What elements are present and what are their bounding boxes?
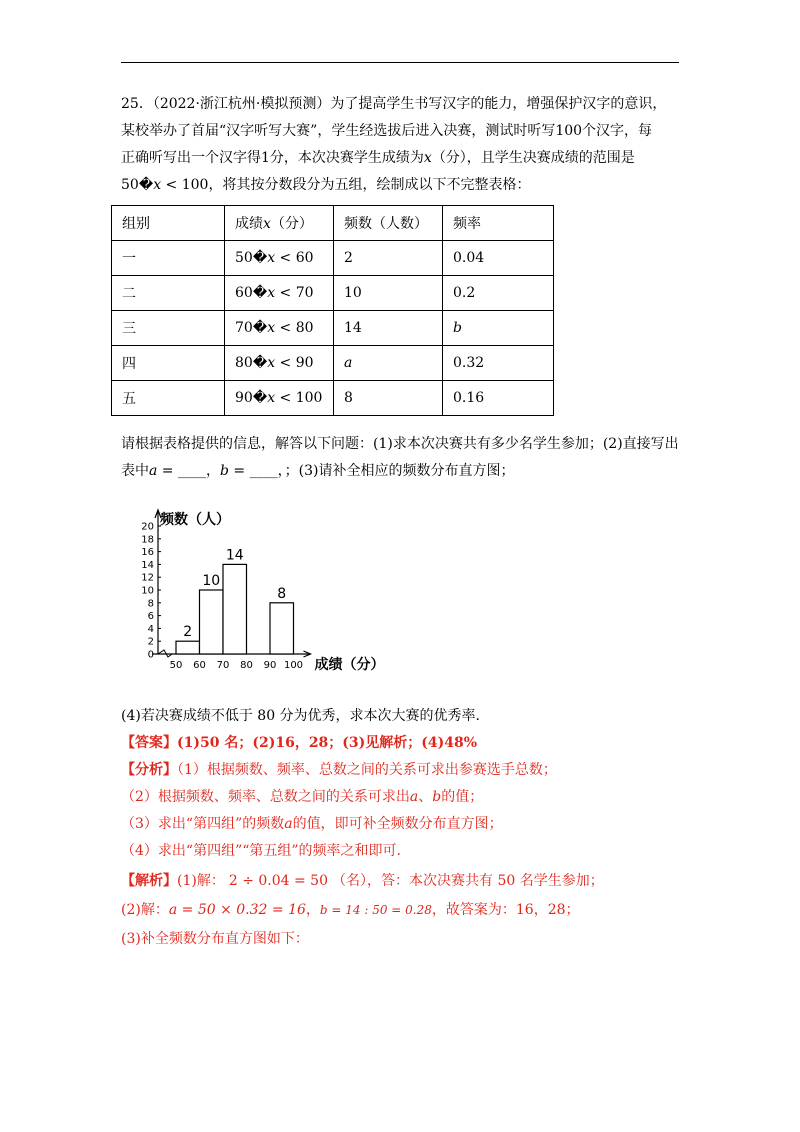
header-count: 频数（人数） bbox=[334, 206, 443, 241]
question-line-1: 25．（2022·浙江杭州·模拟预测）为了提高学生书写汉字的能力，增强保护汉字的意识， bbox=[121, 96, 667, 112]
y-tick-label: 4 bbox=[147, 623, 154, 635]
table-header-row bbox=[112, 206, 554, 241]
bar-data-label: 14 bbox=[225, 547, 244, 564]
frequency-table bbox=[111, 205, 554, 416]
histogram-bar bbox=[270, 603, 294, 654]
x-tick-label: 80 bbox=[240, 660, 253, 671]
y-tick-label: 10 bbox=[141, 585, 154, 597]
analysis-line-1: 【分析】（1）根据频数、频率、总数之间的关系可求出参赛选手总数； bbox=[121, 762, 557, 778]
question-number: 25． bbox=[121, 96, 153, 112]
analysis-line-3: （3）求出“第四组”的频数a的值，即可补全频数分布直方图； bbox=[121, 816, 503, 832]
y-tick-label: 0 bbox=[147, 649, 154, 661]
histogram-bar bbox=[223, 564, 247, 654]
answer-line: 【答案】(1)50 名；(2)16，28；(3)见解析；(4)48% bbox=[121, 735, 478, 751]
bar-data-label: 2 bbox=[183, 624, 193, 641]
histogram-bar bbox=[176, 641, 200, 654]
x-tick-label: 60 bbox=[193, 660, 206, 671]
x-tick-label: 50 bbox=[169, 660, 183, 671]
question-line-3: 正确听写出一个汉字得1分，本次决赛学生成绩为x（分），且学生决赛成绩的范围是 bbox=[121, 150, 635, 166]
table-row: 四 80�x < 90 a 0.32 bbox=[112, 346, 554, 381]
y-axis-title: 频数（人） bbox=[160, 512, 230, 528]
histogram-bar bbox=[200, 590, 224, 654]
y-tick-label: 8 bbox=[147, 598, 154, 610]
prompt-line-1: 请根据表格提供的信息，解答以下问题：(1)求本次决赛共有多少名学生参加；(2)直接写出 bbox=[121, 436, 679, 452]
y-tick-label: 18 bbox=[141, 534, 154, 546]
bar-data-label: 8 bbox=[277, 585, 287, 602]
analysis-line-4: （4）求出“第四组”“第五组”的频率之和即可. bbox=[121, 843, 401, 859]
y-tick-label: 12 bbox=[141, 572, 154, 584]
x-axis-title: 成绩（分） bbox=[314, 657, 385, 673]
header-rate: 频率 bbox=[443, 206, 554, 241]
bar-data-label: 10 bbox=[202, 573, 221, 589]
y-tick-label: 2 bbox=[147, 636, 154, 648]
question-line-2: 某校举办了首届“汉字听写大赛”，学生经选拔后进入决赛，测试时听写100个汉字，每 bbox=[121, 123, 653, 139]
solution-line-2: (2)解：a = 50 × 0.32 = 16，b = 14 : 50 = 0.28，故答案为：16，28； bbox=[121, 902, 580, 918]
solution-tag: 【解析】 bbox=[121, 873, 177, 889]
table-row: 一 50�x < 60 2 0.04 bbox=[112, 241, 554, 276]
x-tick-label: 90 bbox=[263, 660, 277, 671]
header-score: 成绩x（分） bbox=[225, 206, 334, 241]
x-tick-label: 100 bbox=[283, 660, 304, 671]
question-line-4: 50�x < 100，将其按分数段分为五组，绘制成以下不完整表格： bbox=[121, 177, 531, 193]
solution-line-3: (3)补全频数分布直方图如下： bbox=[121, 931, 309, 947]
header-group: 组别 bbox=[112, 206, 225, 241]
prompt-line-2: 表中a = ____，b = ____，；(3)请补全相应的频数分布直方图； bbox=[121, 463, 515, 479]
header-rule bbox=[121, 62, 679, 63]
y-tick-label: 20 bbox=[141, 521, 154, 533]
x-tick-label: 70 bbox=[216, 660, 230, 671]
y-tick-label: 14 bbox=[141, 559, 154, 571]
question-source: （2022·浙江杭州·模拟预测） bbox=[152, 96, 331, 112]
table-row: 三 70�x < 80 14 b bbox=[112, 311, 554, 346]
table-row: 五 90�x < 100 8 0.16 bbox=[112, 381, 554, 416]
y-tick-label: 16 bbox=[141, 547, 154, 559]
frequency-histogram bbox=[120, 495, 400, 680]
solution-line-1: 【解析】(1)解： 2 ÷ 0.04 = 50 （名），答：本次决赛共有 50 名学生参加； bbox=[121, 873, 604, 889]
analysis-line-2: （2）根据频数、频率、总数之间的关系可求出a、b的值； bbox=[121, 789, 484, 805]
analysis-tag: 【分析】 bbox=[121, 762, 177, 778]
table-row: 二 60�x < 70 10 0.2 bbox=[112, 276, 554, 311]
answer-tag: 【答案】 bbox=[121, 735, 177, 751]
question-4: (4)若决赛成绩不低于 80 分为优秀，求本次大赛的优秀率. bbox=[121, 708, 480, 724]
y-tick-label: 6 bbox=[147, 611, 154, 623]
